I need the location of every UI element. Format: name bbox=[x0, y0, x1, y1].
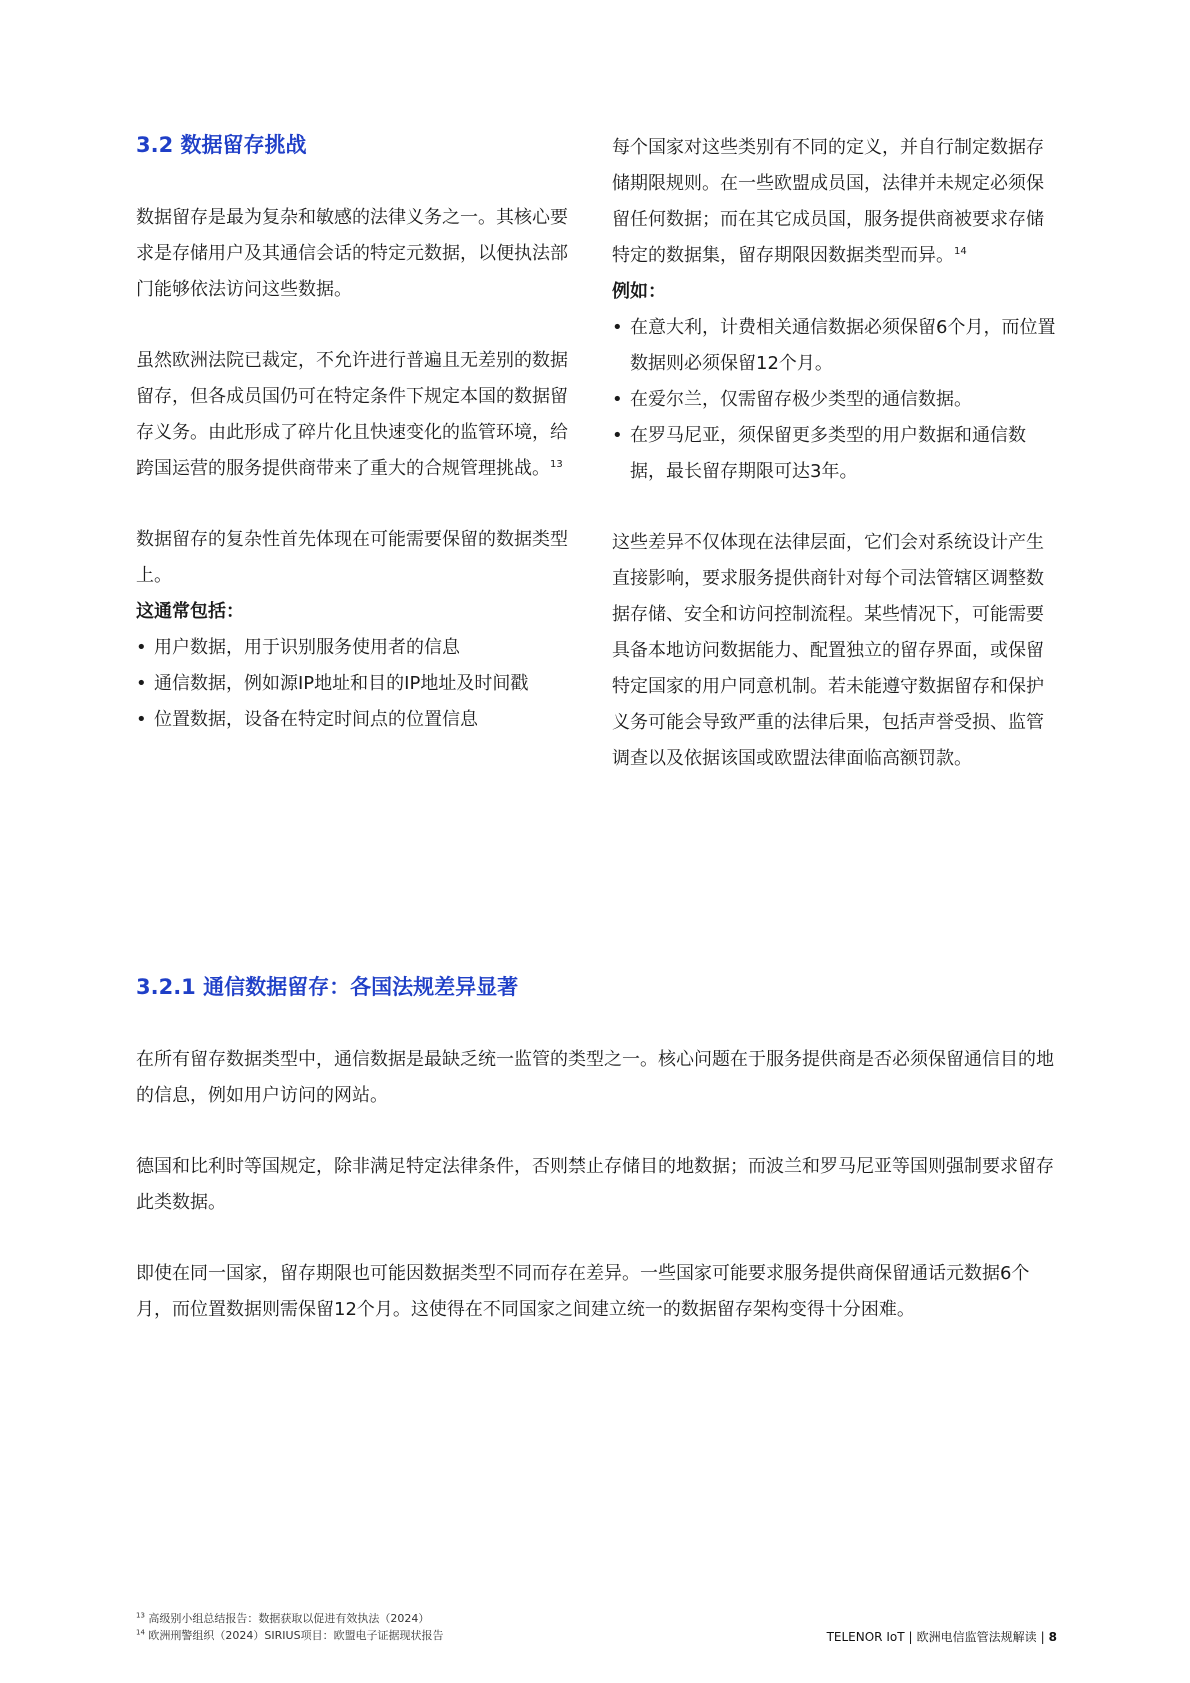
list-item: • 位置数据，设备在特定时间点的位置信息 bbox=[136, 702, 576, 738]
section-paragraph-2 bbox=[136, 343, 576, 487]
subsection-paragraph-2: 德国和比利时等国规定，除非满足特定法律条件，否则禁止存储目的地数据；而波兰和罗马尼亚等国则强制要求留存此类数据。 bbox=[136, 1156, 1054, 1213]
subsection bbox=[136, 972, 1056, 1328]
footnote-ref-14: 14 bbox=[954, 246, 967, 257]
list-label: 这通常包括： bbox=[136, 601, 244, 622]
list-item: • 在意大利，计费相关通信数据必须保留6个月，而位置数据则必须保留12个月。 bbox=[612, 310, 1057, 382]
example-list bbox=[612, 310, 1057, 490]
footer-brand: TELENOR IoT bbox=[826, 1630, 905, 1644]
page-footer bbox=[827, 1628, 1057, 1645]
footnote-14 bbox=[136, 1627, 444, 1644]
subsection-paragraph-3: 即使在同一国家，留存期限也可能因数据类型不同而存在差异。一些国家可能要求服务提供商保留通话元数据6个月，而位置数据则需保留12个月。这使得在不同国家之间建立统一的数据留存架构变得十分困难。 bbox=[136, 1263, 1030, 1320]
list-item: • 在爱尔兰，仅需留存极少类型的通信数据。 bbox=[612, 382, 1057, 418]
left-column bbox=[136, 130, 576, 738]
right-paragraph-1-text: 每个国家对这些类别有不同的定义，并自行制定数据存储期限规则。在一些欧盟成员国，法律并未规定必须保留任何数据；而在其它成员国，服务提供商被要求存储特定的数据集，留存期限因数据类型而异。 bbox=[612, 137, 1044, 266]
page-number: 8 bbox=[1048, 1630, 1057, 1644]
subsection-heading: 3.2.1 通信数据留存：各国法规差异显著 bbox=[136, 975, 519, 999]
list-item: • 用户数据，用于识别服务使用者的信息 bbox=[136, 630, 576, 666]
footnote-number: 13 bbox=[136, 1611, 145, 1620]
section-paragraph-2-text: 虽然欧洲法院已裁定，不允许进行普遍且无差别的数据留存，但各成员国仍可在特定条件下规定本国的数据留存义务。由此形成了碎片化且快速变化的监管环境，给跨国运营的服务提供商带来了重大的合规管理挑战。 bbox=[136, 350, 568, 479]
list-item: • 通信数据，例如源IP地址和目的IP地址及时间戳 bbox=[136, 666, 576, 702]
section-heading: 3.2 数据留存挑战 bbox=[136, 133, 307, 157]
footnote-13 bbox=[136, 1610, 444, 1627]
footnote-text: 高级别小组总结报告：数据获取以促进有效执法（2024） bbox=[148, 1612, 430, 1625]
footer-title: 欧洲电信监管法规解读 bbox=[916, 1630, 1037, 1644]
footnote-ref-13: 13 bbox=[550, 459, 563, 470]
section-paragraph-1: 数据留存是最为复杂和敏感的法律义务之一。其核心要求是存储用户及其通信会话的特定元数据，以便执法部门能够依法访问这些数据。 bbox=[136, 207, 568, 300]
example-label: 例如： bbox=[612, 281, 666, 302]
subsection-paragraph-1: 在所有留存数据类型中，通信数据是最缺乏统一监管的类型之一。核心问题在于服务提供商是否必须保留通信目的地的信息，例如用户访问的网站。 bbox=[136, 1049, 1054, 1106]
footnotes bbox=[136, 1610, 444, 1644]
right-column bbox=[612, 130, 1057, 777]
footnote-text: 欧洲刑警组织（2024）SIRIUS项目：欧盟电子证据现状报告 bbox=[148, 1629, 444, 1642]
data-types-list bbox=[136, 630, 576, 738]
list-item: • 在罗马尼亚，须保留更多类型的用户数据和通信数据，最长留存期限可达3年。 bbox=[612, 418, 1057, 490]
footnote-number: 14 bbox=[136, 1628, 145, 1637]
footer-divider: | bbox=[1040, 1630, 1045, 1644]
footer-divider: | bbox=[908, 1630, 913, 1644]
section-paragraph-3: 数据留存的复杂性首先体现在可能需要保留的数据类型上。 bbox=[136, 529, 568, 586]
right-paragraph-2: 这些差异不仅体现在法律层面，它们会对系统设计产生直接影响，要求服务提供商针对每个司法管辖区调整数据存储、安全和访问控制流程。某些情况下，可能需要具备本地访问数据能力、配置独立的留存界面，或保留特定国家的用户同意机制。若未能遵守数据留存和保护义务可能会导致严重的法律后果，包括声誉受损、监管调查以及依据该国或欧盟法律面临高额罚款。 bbox=[612, 532, 1044, 769]
right-paragraph-1 bbox=[612, 130, 1057, 274]
